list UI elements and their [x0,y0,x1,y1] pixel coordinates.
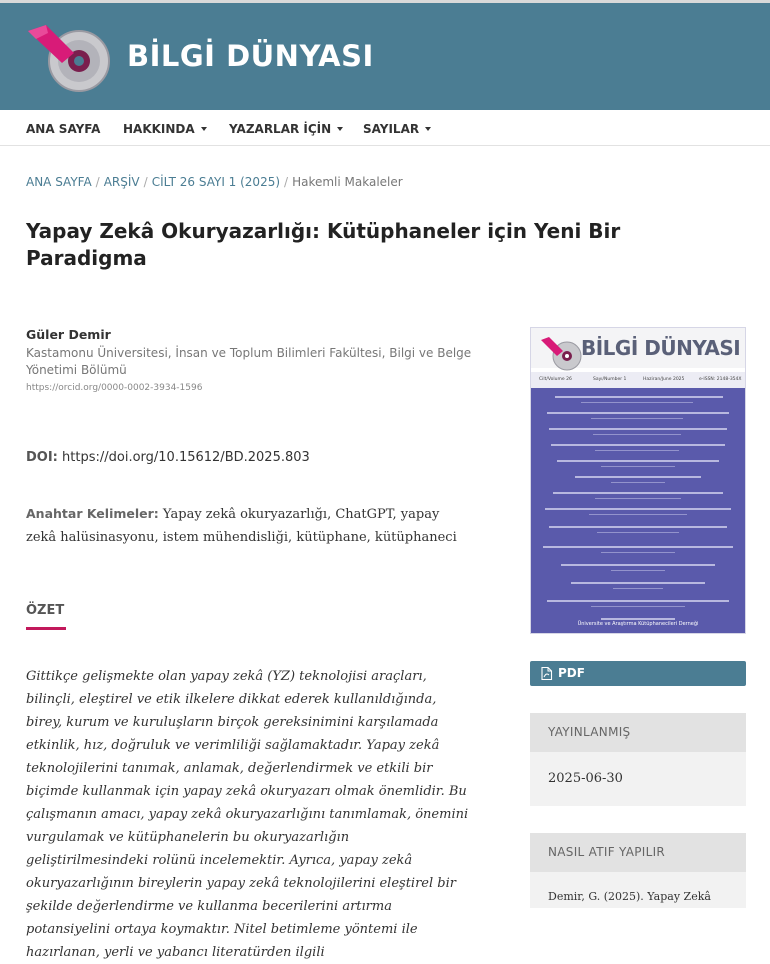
published-heading: YAYINLANMIŞ [530,713,746,752]
article-title: Yapay Zekâ Okuryazarlığı: Kütüphaneler için Yeni Bir Paradigma [26,219,621,270]
caret-down-icon [337,127,343,131]
cd-disc-logo-icon [539,336,583,372]
cover-toc-line [571,582,705,584]
cover-toc-line [561,564,715,566]
cover-toc-line [601,618,675,620]
cover-toc-line [555,396,723,398]
orcid-link[interactable]: https://orcid.org/0000-0002-3934-1596 [26,383,203,393]
cover-toc-subline [593,434,681,435]
cover-volume: Cilt/Volume 26 [539,377,572,382]
published-date: 2025-06-30 [530,752,746,806]
cd-disc-logo-icon[interactable] [24,23,114,95]
cover-publisher: Üniversite ve Araştırma Kütüphanecileri Derneği [577,621,699,627]
caret-down-icon [201,127,207,131]
cover-toc-subline [595,498,681,499]
cover-number: Sayı/Number 1 [593,377,627,382]
keywords-label: Anahtar Kelimeler: [26,506,159,521]
breadcrumb-current: Hakemli Makaleler [292,175,403,189]
site-header [0,0,770,110]
nav-item-label: HAKKINDA [123,122,195,136]
cover-toc-line [557,460,719,462]
cover-header [531,328,745,368]
cover-toc-line [549,526,727,528]
doi-link[interactable]: https://doi.org/10.15612/BD.2025.803 [62,450,310,465]
cover-meta [531,372,745,388]
doi-label: DOI: [26,450,58,465]
cover-issn: e-ISSN: 2148-354X [699,377,742,382]
site-title[interactable]: BİLGİ DÜNYASI [127,39,374,73]
cover-toc-subline [589,514,687,515]
cover-toc-line [545,508,731,510]
main-nav [0,110,770,146]
cover-title: BİLGİ DÜNYASI [581,336,741,360]
nav-item-label: ANA SAYFA [26,122,101,136]
author-name: Güler Demir [26,327,111,342]
issue-cover-image[interactable] [530,327,746,634]
cite-heading: NASIL ATIF YAPILIR [530,833,746,872]
cover-toc-subline [591,606,685,607]
breadcrumb-home-link[interactable]: ANA SAYFA [26,175,92,189]
cover-toc-subline [581,402,693,403]
cover-toc-line [543,546,733,548]
nav-item-home[interactable] [26,122,100,136]
cover-toc-subline [611,482,665,483]
abstract-heading-underline [26,627,66,630]
nav-item-label: SAYILAR [363,122,420,136]
pdf-button-label: PDF [558,666,585,680]
caret-down-icon [425,127,431,131]
cover-contents [531,388,745,633]
cover-toc-subline [595,450,679,451]
cover-toc-line [551,444,725,446]
cover-toc-subline [611,570,665,571]
cover-toc-subline [613,588,663,589]
nav-item-for-authors[interactable] [229,122,343,136]
breadcrumb-separator: / [95,175,100,189]
cite-text: Demir, G. (2025). Yapay Zekâ [530,872,746,908]
doi [26,450,310,465]
nav-item-label: YAZARLAR İÇİN [229,122,332,136]
keywords [26,502,466,549]
cover-toc-line [549,428,727,430]
cover-toc-subline [591,418,683,419]
breadcrumb-separator: / [284,175,289,189]
cover-toc-line [575,476,701,478]
pdf-download-button[interactable] [530,661,746,686]
cover-toc-line [547,600,729,602]
cover-toc-line [553,492,723,494]
author-affiliation: Kastamonu Üniversitesi, İnsan ve Toplum Bilimleri Fakültesi, Bilgi ve Belge Yönetimi Bölümü [26,346,472,377]
cover-date: Haziran/June 2025 [643,377,685,382]
breadcrumb [26,175,403,189]
breadcrumb-archive-link[interactable]: ARŞİV [103,175,140,189]
keywords-value: Yapay zekâ okuryazarlığı, ChatGPT, yapay zekâ halüsinasyonu, istem mühendisliği, kütüphane, kütüphaneci [26,507,457,545]
cover-toc-subline [597,532,679,533]
cover-toc-subline [601,552,675,553]
nav-item-about[interactable] [123,122,207,136]
breadcrumb-issue-link[interactable]: CİLT 26 SAYI 1 (2025) [151,175,281,189]
file-pdf-icon [541,667,552,680]
breadcrumb-separator: / [143,175,148,189]
abstract-text: Gittikçe gelişmekte olan yapay zekâ (YZ) teknolojisi araçları, bilinçli, eleştirel ve etik ilkelere dikkat ederek kullanıldığında, birey, kurum ve kuruluşların birçok gereksinimini karşılamada etkinlik, hız, doğruluk ve verimliliği sağlamaktadır. Yapay zekâ teknolojilerini tanımak, anlamak, değerlendirmek ve etkili bir biçimde kullanmak için yapay zekâ okuryazarı olmak önemlidir. Bu çalışmanın amacı, yapay zekâ okuryazarlığını tanımlamak, önemini vurgulamak ve kütüphanelerin bu okuryazarlığın geliştirilmesindeki rolünü incelemektir. Ayrıca, yapay zekâ okuryazarlığının bireylerin yapay zekâ teknolojilerini eleştirel bir şekilde değerlendirme ve kullanma becerilerini artırma potansiyelini ortaya koymaktır. Nitel betimleme yöntemi ile hazırlanan, yerli ve yabancı literatürden ilgili [26,669,469,960]
cover-toc-line [547,412,729,414]
nav-item-issues[interactable] [363,122,431,136]
abstract-heading: ÖZET [26,603,65,618]
cover-toc-subline [601,466,675,467]
